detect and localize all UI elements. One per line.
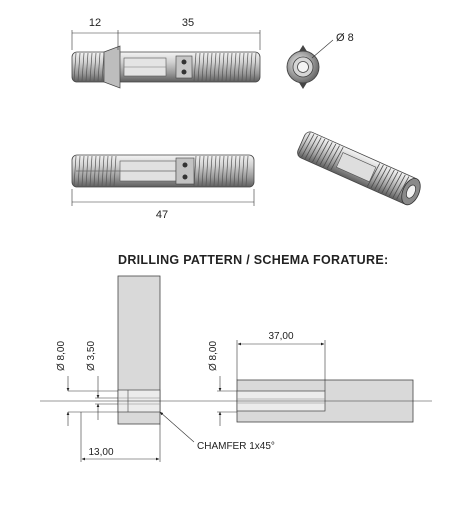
chamfer-note: CHAMFER 1x45°	[197, 441, 275, 452]
vertical-panel	[118, 276, 160, 424]
dim-depth-37: 37,00	[268, 331, 294, 342]
dim-dia-3-5: Ø 3,50	[86, 340, 97, 371]
section-title: DRILLING PATTERN / SCHEMA FORATURE:	[118, 253, 389, 267]
dowel-top-view	[72, 155, 254, 187]
dim-47-label: 47	[155, 209, 169, 221]
dim-35-label: 35	[181, 17, 195, 29]
dim-dia-8-right: Ø 8,00	[208, 340, 219, 371]
dim-offset-13: 13,00	[88, 447, 114, 458]
dim-12-label: 12	[88, 17, 102, 29]
dim-dia-8-left: Ø 8,00	[56, 340, 67, 371]
dowel-end-view	[287, 40, 333, 89]
dowel-side-view	[72, 46, 260, 88]
total-dimension-line	[72, 189, 254, 206]
dowel-isometric-view	[296, 130, 424, 208]
top-dimension-lines	[72, 30, 260, 50]
diameter-8-label: Ø 8	[336, 32, 354, 44]
